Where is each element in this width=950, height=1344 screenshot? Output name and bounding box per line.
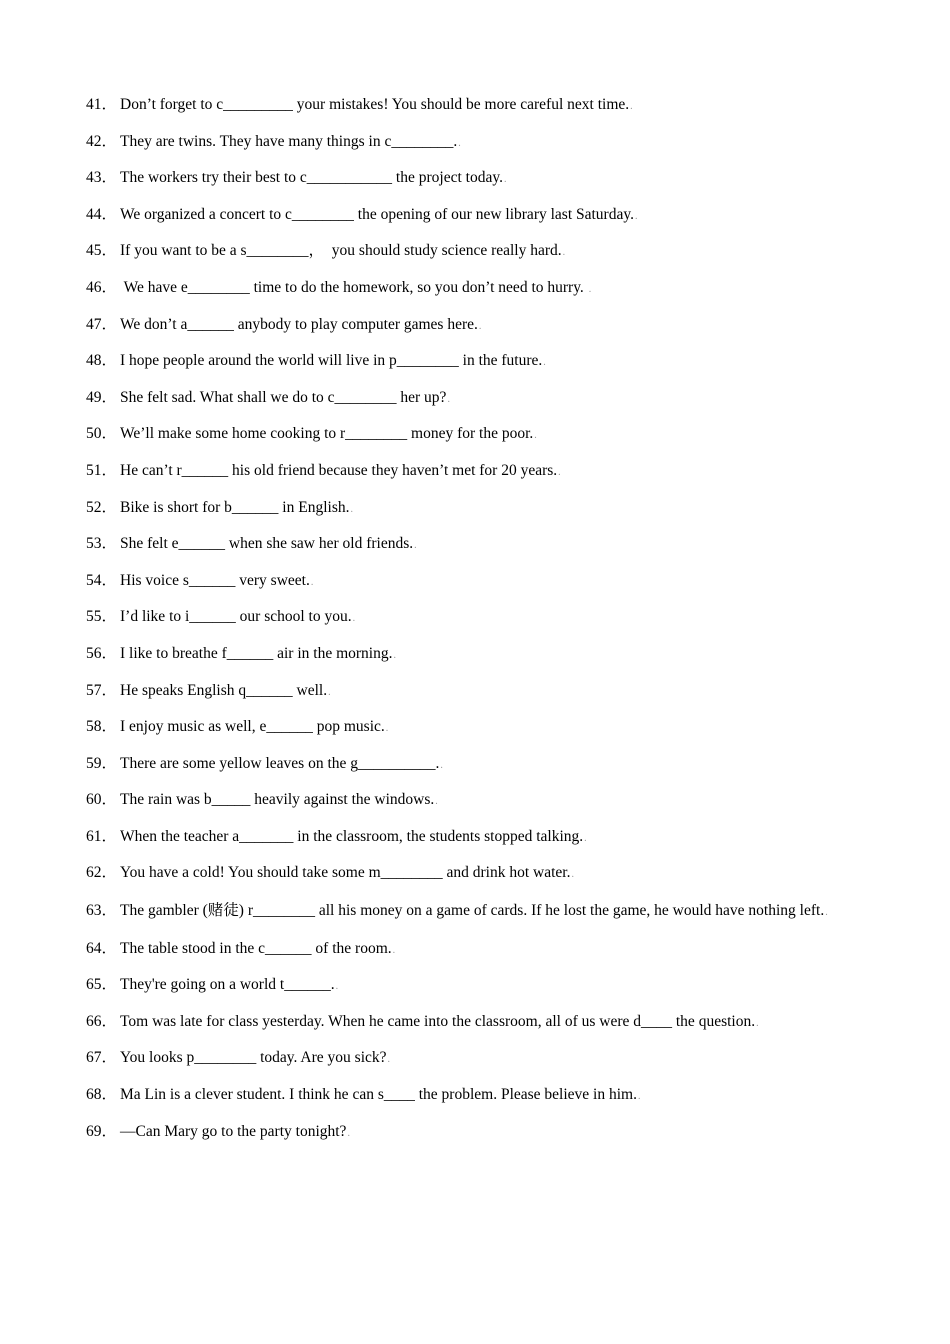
question-number: 42． — [86, 132, 118, 150]
question-text: We have e________ time to do the homework, so you don’t need to hurry. — [120, 278, 588, 296]
question-item — [86, 1078, 866, 1115]
question-number: 57． — [86, 681, 118, 699]
paragraph-mark: . — [534, 430, 537, 442]
question-number: 59． — [86, 754, 118, 772]
question-number: 43． — [86, 169, 118, 187]
paragraph-mark: . — [414, 540, 417, 552]
question-item — [86, 198, 866, 235]
question-text: The workers try their best to c___________ the project today. — [120, 169, 503, 187]
question-number: 66． — [86, 1012, 118, 1030]
question-number: 49． — [86, 388, 118, 406]
question-item — [86, 234, 866, 271]
question-number: 51． — [86, 461, 118, 479]
question-text: Tom was late for class yesterday. When he came into the classroom, all of us were d____ the question. — [120, 1012, 756, 1030]
question-item — [86, 381, 866, 418]
question-number: 69． — [86, 1122, 118, 1140]
question-text: I enjoy music as well, e______ pop music. — [120, 718, 385, 736]
question-item — [86, 1041, 866, 1078]
paragraph-mark: . — [825, 907, 828, 919]
question-number: 55． — [86, 608, 118, 626]
question-number: 50． — [86, 425, 118, 443]
question-item — [86, 88, 866, 125]
paragraph-mark: . — [447, 393, 450, 405]
question-text: We’ll make some home cooking to r________ money for the poor. — [120, 425, 534, 443]
question-text: We don’t a______ anybody to play computer games here. — [120, 315, 478, 333]
question-number: 48． — [86, 352, 118, 370]
question-item — [86, 417, 866, 454]
question-item — [86, 527, 866, 564]
question-text: She felt e______ when she saw her old friends. — [120, 535, 414, 553]
question-item — [86, 783, 866, 820]
question-text: I like to breathe f______ air in the morning. — [120, 644, 393, 662]
question-number: 63． — [86, 902, 118, 920]
question-number: 64． — [86, 939, 118, 957]
question-text: His voice s______ very sweet. — [120, 571, 310, 589]
question-text: He can’t r______ his old friend because they haven’t met for 20 years. — [120, 461, 558, 479]
question-number: 65． — [86, 976, 118, 994]
question-text: They're going on a world t______. — [120, 976, 335, 994]
question-item — [86, 968, 866, 1005]
question-item — [86, 637, 866, 674]
question-text: When the teacher a_______ in the classroom, the students stopped talking. — [120, 827, 584, 845]
question-text: We organized a concert to c________ the opening of our new library last Saturday. — [120, 205, 634, 223]
question-item — [86, 932, 866, 969]
question-item — [86, 674, 866, 711]
paragraph-mark: . — [478, 320, 482, 332]
question-item — [86, 856, 866, 893]
paragraph-mark: . — [393, 649, 396, 661]
question-number: 67． — [86, 1049, 118, 1067]
paragraph-mark: . — [392, 944, 396, 956]
question-text: You looks p________ today. Are you sick? — [120, 1049, 387, 1067]
question-number: 68． — [86, 1085, 118, 1103]
question-item — [86, 1115, 866, 1152]
question-item — [86, 710, 866, 747]
question-number: 44． — [86, 205, 118, 223]
question-text: I’d like to i______ our school to you. — [120, 608, 352, 626]
question-number: 47． — [86, 315, 118, 333]
question-text: The gambler (赌徒) r________ all his money on a game of cards. If he lost the game, he would have nothing left. — [120, 902, 825, 920]
question-number: 61． — [86, 827, 118, 845]
question-item — [86, 308, 866, 345]
question-item — [86, 454, 866, 491]
question-text: The rain was b_____ heavily against the windows. — [120, 791, 435, 809]
question-text: The table stood in the c______ of the room. — [120, 939, 392, 957]
question-number: 46． — [86, 278, 118, 296]
paragraph-mark: . — [543, 357, 546, 369]
question-number: 52． — [86, 498, 118, 516]
paragraph-mark: . — [440, 759, 443, 771]
question-text: I hope people around the world will live in p________ in the future. — [120, 352, 543, 370]
question-text: They are twins. They have many things in c________. — [120, 132, 458, 150]
question-text: There are some yellow leaves on the g__________. — [120, 754, 440, 772]
question-text: You have a cold! You should take some m________ and drink hot water. — [120, 864, 571, 882]
question-text: He speaks English q______ well. — [120, 681, 328, 699]
paragraph-mark: . — [558, 466, 561, 478]
question-list — [86, 88, 866, 1151]
paragraph-mark: . — [756, 1017, 759, 1029]
question-item — [86, 344, 866, 381]
question-number: 58． — [86, 718, 118, 736]
question-item — [86, 600, 866, 637]
question-text: —Can Mary go to the party tonight? — [120, 1122, 347, 1140]
paragraph-mark: . — [350, 503, 353, 515]
question-item — [86, 1005, 866, 1042]
paragraph-mark: . — [328, 686, 331, 698]
paragraph-mark: . — [562, 247, 566, 259]
question-text: She felt sad. What shall we do to c________ her up? — [120, 388, 447, 406]
paragraph-mark: . — [588, 283, 592, 295]
question-item — [86, 125, 866, 162]
question-item — [86, 161, 866, 198]
paragraph-mark: . — [458, 137, 461, 149]
question-number: 56． — [86, 644, 118, 662]
question-item — [86, 747, 866, 784]
question-text: If you want to be a s________， you should study science really hard. — [120, 242, 562, 260]
paragraph-mark: . — [584, 832, 587, 844]
paragraph-mark: . — [503, 174, 507, 186]
question-number: 60． — [86, 791, 118, 809]
paragraph-mark: . — [385, 723, 389, 735]
question-item — [86, 893, 866, 932]
question-text: Bike is short for b______ in English. — [120, 498, 350, 516]
question-text: Don’t forget to c_________ your mistakes! You should be more careful next time. — [120, 96, 630, 113]
paragraph-mark: . — [310, 576, 314, 588]
paragraph-mark: . — [435, 796, 438, 808]
question-item — [86, 820, 866, 857]
question-number: 53． — [86, 535, 118, 553]
paragraph-mark: . — [630, 101, 633, 112]
paragraph-mark: . — [571, 869, 574, 881]
paragraph-mark: . — [637, 1090, 641, 1102]
question-number: 62． — [86, 864, 118, 882]
question-number: 45． — [86, 242, 118, 260]
question-item — [86, 271, 866, 308]
question-item — [86, 491, 866, 528]
paragraph-mark: . — [387, 1054, 391, 1066]
paragraph-mark: . — [634, 210, 638, 222]
paragraph-mark: . — [335, 981, 339, 993]
question-text: Ma Lin is a clever student. I think he can s____ the problem. Please believe in him. — [120, 1085, 637, 1103]
paragraph-mark: . — [347, 1127, 350, 1139]
question-item — [86, 564, 866, 601]
paragraph-mark: . — [352, 613, 356, 625]
question-number: 41． — [86, 96, 118, 113]
question-number: 54． — [86, 571, 118, 589]
